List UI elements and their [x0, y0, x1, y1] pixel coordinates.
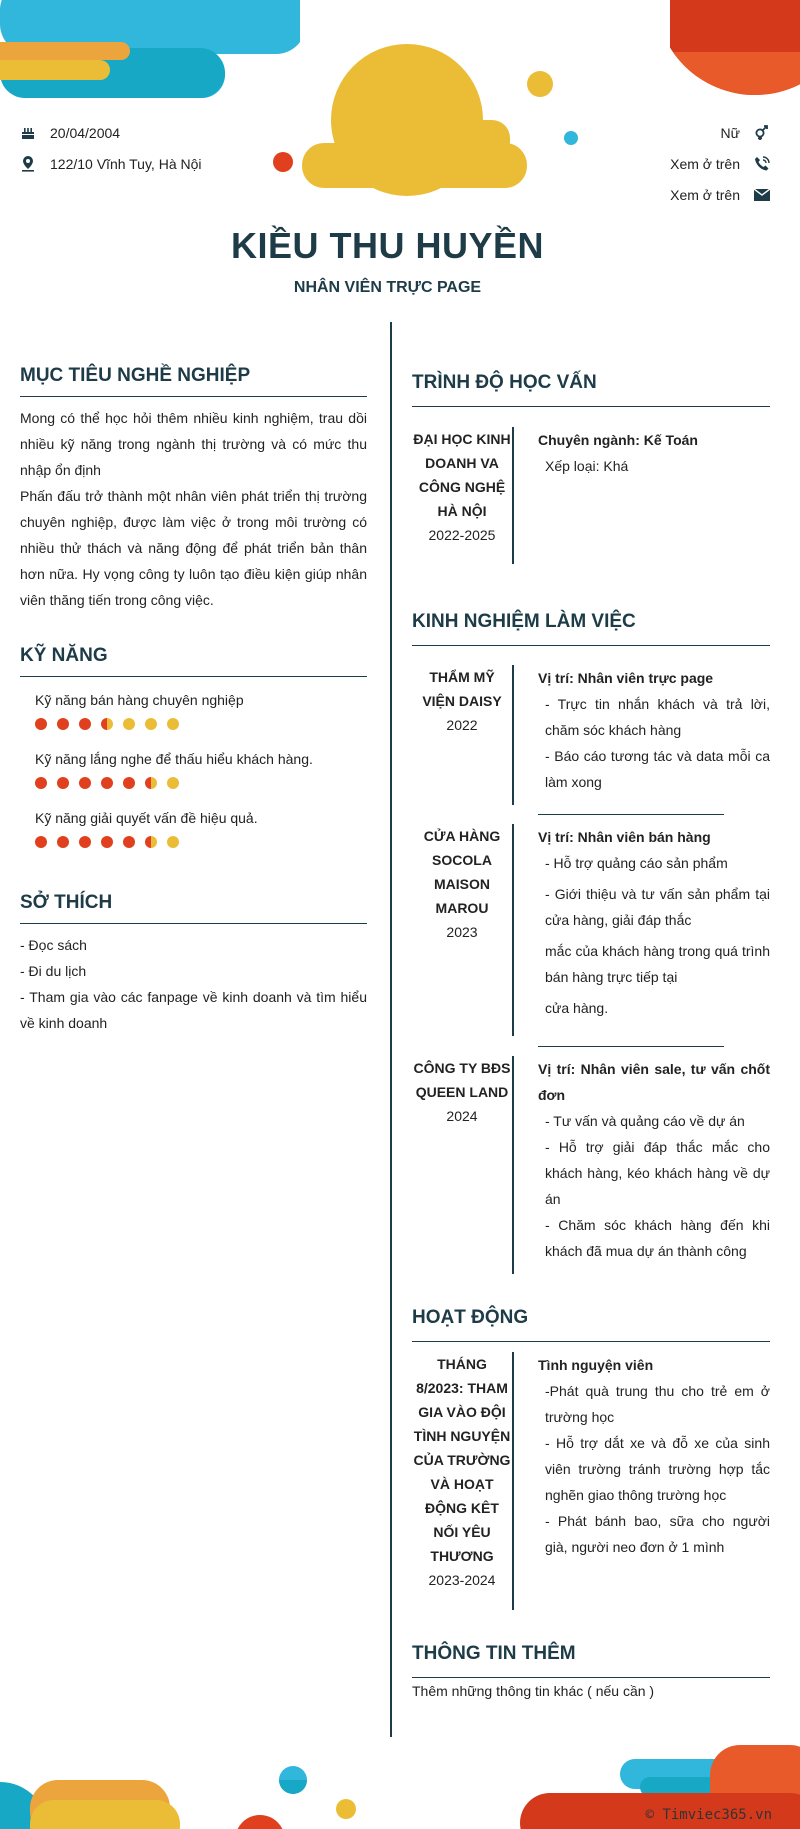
hobbies-title: SỞ THÍCH	[20, 892, 113, 913]
experience-org: CỬA HÀNG SOCOLA MAISON MAROU	[423, 828, 501, 916]
hobbies-rule	[20, 923, 367, 924]
education-rank: Xếp loại: Khá	[545, 458, 629, 474]
activities-bar	[512, 1352, 514, 1610]
email-value: Xem ở trên	[670, 187, 740, 203]
column-divider	[390, 322, 392, 1737]
experience-title: KINH NGHIỆM LÀM VIỆC	[412, 611, 636, 632]
skill-rating-dot	[101, 777, 113, 789]
decor-top-left	[0, 0, 300, 100]
gender-value: Nữ	[720, 125, 740, 141]
hobby-item: - Đọc sách	[20, 937, 87, 953]
experience-org-block	[412, 665, 512, 737]
birthday-cake-icon	[20, 125, 36, 141]
education-rule	[412, 406, 770, 407]
activities-org-block	[412, 1352, 512, 1592]
skill-rating-dot	[35, 836, 47, 848]
objective-paragraph-2: Phấn đấu trở thành một nhân viên phát triển thị trường chuyên nghiệp, được làm việc ở trong môi trường có nhiều thử thách và năng động để phát triển bản thân hơn nữa. Hy vọng công ty luôn tạo điều kiện giúp nhân viên thăng tiến trong công việc.	[20, 488, 367, 608]
skill-rating-dot	[145, 836, 157, 848]
experience-line: - Báo cáo tương tác và data mỗi ca làm xong	[545, 748, 770, 790]
experience-year: 2022	[446, 717, 478, 733]
skill-rating-dot	[123, 777, 135, 789]
skill-rating-dot	[57, 718, 69, 730]
skill-rating-dot	[57, 777, 69, 789]
experience-bar	[512, 824, 514, 1036]
activities-title: HOẠT ĐỘNG	[412, 1307, 529, 1328]
experience-rule	[412, 645, 770, 646]
phone-row	[670, 156, 770, 172]
experience-line: - Hỗ trợ giải đáp thắc mắc cho khách hàng, kéo khách hàng về dự án	[545, 1139, 770, 1207]
watermark-credit: © Timviec365.vn	[645, 1807, 772, 1823]
skill-rating-dot	[167, 836, 179, 848]
activities-org: THÁNG 8/2023: THAM GIA VÀO ĐỘI TÌNH NGUYỆN CỦA TRƯỜNG VÀ HOẠT ĐỘNG KÊT NỐI YÊU THƯƠNG	[413, 1356, 511, 1564]
experience-year: 2024	[446, 1108, 478, 1124]
skill-rating-dot	[101, 718, 113, 730]
experience-position: Vị trí: Nhân viên trực page	[538, 670, 714, 686]
skill-rating-dot	[57, 836, 69, 848]
experience-line: - Tư vấn và quảng cáo về dự án	[545, 1113, 745, 1129]
address-value: 122/10 Vĩnh Tuy, Hà Nội	[50, 156, 202, 172]
candidate-role: NHÂN VIÊN TRỰC PAGE	[293, 279, 482, 296]
decor-top-right	[670, 0, 800, 100]
experience-line: cửa hàng.	[545, 1000, 609, 1016]
experience-details	[538, 665, 770, 795]
hobby-item: - Đi du lịch	[20, 963, 87, 979]
education-years: 2022-2025	[428, 527, 496, 543]
experience-line: - Trực tin nhắn khách và trả lời, chăm sóc khách hàng	[545, 696, 770, 738]
skill-label: Kỹ năng lắng nghe để thấu hiểu khách hàng.	[35, 751, 313, 767]
skill-label: Kỹ năng bán hàng chuyên nghiệp	[35, 692, 244, 708]
gender-row	[721, 125, 770, 141]
skill-rating-dot	[167, 718, 179, 730]
activities-line: -Phát quà trung thu cho trẻ em ở trường học	[545, 1383, 770, 1425]
skill-rating-dot	[167, 777, 179, 789]
skill-rating-dot	[79, 718, 91, 730]
skill-rating-dot	[123, 718, 135, 730]
skill-rating-dot	[79, 836, 91, 848]
skill-rating-dot	[101, 836, 113, 848]
phone-value: Xem ở trên	[670, 156, 740, 172]
experience-org: THẨM MỸ VIỆN DAISY	[422, 669, 502, 709]
gender-icon	[754, 125, 770, 141]
skill-rating-dot	[35, 718, 47, 730]
envelope-icon	[754, 187, 770, 203]
address-row	[20, 156, 202, 172]
experience-line: - Chăm sóc khách hàng đến khi khách đã mua dự án thành công	[545, 1217, 770, 1259]
experience-details	[538, 824, 770, 1021]
skill-rating-dot	[35, 777, 47, 789]
experience-position: Vị trí: Nhân viên sale, tư vấn chốt đơn	[538, 1061, 770, 1103]
experience-separator	[538, 814, 724, 815]
experience-org: CÔNG TY BĐS QUEEN LAND	[413, 1060, 511, 1100]
experience-bar	[512, 1056, 514, 1274]
skill-rating-dot	[79, 777, 91, 789]
extra-text: Thêm những thông tin khác ( nếu cần )	[412, 1683, 655, 1699]
activities-rule	[412, 1341, 770, 1342]
activities-position: Tình nguyện viên	[538, 1357, 654, 1373]
education-bar	[512, 427, 514, 564]
skill-rating	[35, 718, 179, 730]
education-school-block	[412, 427, 512, 547]
experience-separator	[538, 1046, 724, 1047]
education-major: Chuyên ngành: Kế Toán	[538, 432, 698, 448]
activities-years: 2023-2024	[428, 1572, 496, 1588]
skill-rating-dot	[145, 718, 157, 730]
objective-rule	[20, 396, 367, 397]
skills-title: KỸ NĂNG	[20, 645, 108, 666]
education-details	[538, 427, 770, 479]
experience-org-block	[412, 1056, 512, 1128]
experience-position: Vị trí: Nhân viên bán hàng	[538, 829, 711, 845]
skill-rating	[35, 777, 179, 789]
skill-rating-dot	[123, 836, 135, 848]
birthday-row	[20, 125, 120, 141]
activities-details	[538, 1352, 770, 1560]
experience-line: - Giới thiệu và tư vấn sản phẩm tại cửa hàng, giải đáp thắc	[545, 886, 770, 928]
experience-line: mắc của khách hàng trong quá trình bán hàng trực tiếp tại	[545, 943, 770, 985]
candidate-name: KIỀU THU HUYỀN	[230, 225, 545, 266]
activities-line: - Hỗ trợ dắt xe và đỗ xe của sinh viên trường tránh trường hợp tắc nghẽn giao thông trường học	[545, 1435, 770, 1503]
experience-bar	[512, 665, 514, 805]
extra-title: THÔNG TIN THÊM	[412, 1643, 576, 1664]
phone-icon	[754, 156, 770, 172]
activities-line: - Phát bánh bao, sữa cho người già, người neo đơn ở 1 mình	[545, 1513, 770, 1555]
skill-rating-dot	[145, 777, 157, 789]
experience-year: 2023	[446, 924, 478, 940]
education-title: TRÌNH ĐỘ HỌC VẤN	[412, 372, 597, 393]
experience-line: - Hỗ trợ quảng cáo sản phẩm	[545, 855, 728, 871]
decor-bottom-left	[0, 1740, 380, 1829]
objective-title: MỤC TIÊU NGHỀ NGHIỆP	[20, 365, 251, 386]
decor-center-blob	[270, 25, 580, 205]
email-row	[670, 187, 770, 203]
map-pin-icon	[20, 156, 36, 172]
hobby-item: - Tham gia vào các fanpage về kinh doanh và tìm hiểu về kinh doanh	[20, 989, 367, 1031]
skills-rule	[20, 676, 367, 677]
skill-rating	[35, 836, 179, 848]
education-school: ĐẠI HỌC KINH DOANH VA CÔNG NGHỆ HÀ NỘI	[413, 431, 511, 519]
experience-details	[538, 1056, 770, 1264]
objective-paragraph-1: Mong có thể học hỏi thêm nhiều kinh nghiệm, trau dồi nhiều kỹ năng trong ngành thị trường và có mức thu nhập ổn định	[20, 410, 367, 478]
skill-label: Kỹ năng giải quyết vấn đề hiệu quả.	[35, 810, 258, 826]
birthday-value: 20/04/2004	[50, 125, 121, 141]
experience-org-block	[412, 824, 512, 944]
